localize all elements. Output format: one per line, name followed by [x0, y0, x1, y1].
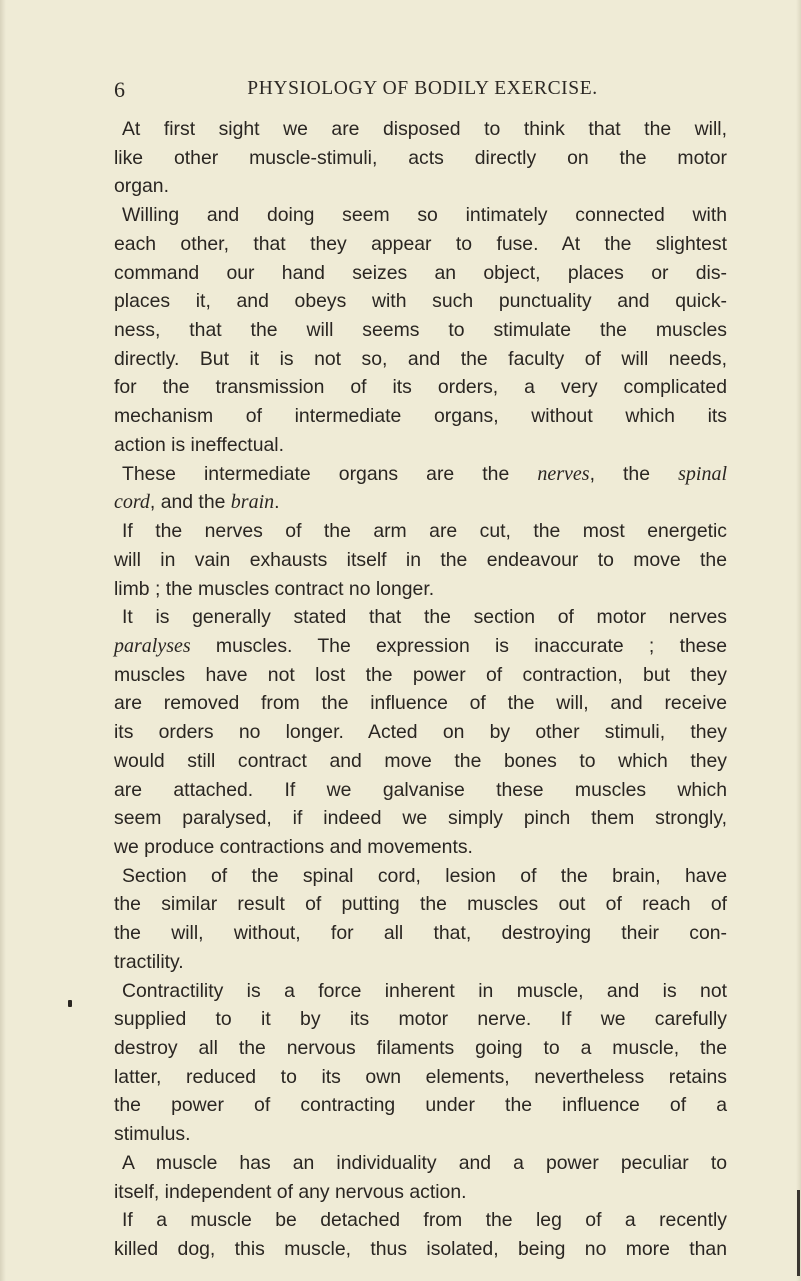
text-line: ness, that the will seems to stimulate the muscles — [114, 319, 727, 342]
text-line: will in vain exhausts itself in the endeavour to move the — [114, 548, 727, 571]
text-line: At first sight we are disposed to think that the will, — [122, 118, 727, 140]
text-line: organ. — [114, 175, 169, 198]
text-line: like other muscle-stimuli, acts directly on the motor — [114, 146, 727, 169]
text-line: seem paralysed, if indeed we simply pinch them strongly, — [114, 807, 727, 830]
term-spinal: spinal — [678, 462, 728, 485]
text-line: action is ineffectual. — [114, 433, 284, 456]
ink-mark — [68, 1000, 72, 1007]
page-edge-mark — [797, 1190, 800, 1276]
text-line: each other, that they appear to fuse. At the slightest — [114, 232, 727, 255]
text-segment: , and the — [149, 491, 226, 514]
text-line — [114, 632, 727, 661]
text-line: A muscle has an individuality and a power peculiar to — [122, 1151, 727, 1174]
text-line: the similar result of putting the muscles out of reach of — [114, 893, 727, 916]
text-line: Willing and doing seem so intimately connected with — [122, 204, 727, 227]
text-line: places it, and obeys with such punctuality and quick- — [114, 290, 727, 313]
text-segment: muscles. The expression is inaccurate ; these — [215, 634, 728, 657]
body-text — [114, 115, 727, 1264]
text-line: limb ; the muscles contract no longer. — [114, 577, 435, 600]
text-line: the will, without, for all that, destroying their con- — [114, 922, 727, 945]
text-line: its orders no longer. Acted on by other stimuli, they — [114, 721, 727, 744]
text-line: muscles have not lost the power of contraction, but they — [114, 663, 727, 686]
page-edge-right — [796, 0, 801, 1281]
text-line: Section of the spinal cord, lesion of the brain, have — [122, 864, 727, 887]
text-line: If the nerves of the arm are cut, the most energetic — [122, 520, 727, 543]
term-cord: cord — [114, 491, 150, 514]
term-paralyses: paralyses — [114, 634, 191, 657]
text-line: killed dog, this muscle, thus isolated, being no more than — [114, 1238, 727, 1261]
text-line: latter, reduced to its own elements, nevertheless retains — [114, 1065, 727, 1088]
term-nerves: nerves — [537, 462, 590, 485]
text-segment: . — [274, 491, 280, 514]
text-segment: These intermediate organs are the — [122, 462, 510, 485]
text-line: directly. But it is not so, and the faculty of will needs, — [114, 347, 727, 370]
text-line: are attached. If we galvanise these muscles which — [114, 778, 727, 801]
text-line: tractility. — [114, 950, 184, 973]
text-line: If a muscle be detached from the leg of a recently — [122, 1209, 727, 1232]
text-line: the power of contracting under the influence of a — [114, 1094, 727, 1117]
text-line: Contractility is a force inherent in muscle, and is not — [122, 979, 727, 1002]
text-line: would still contract and move the bones to which they — [114, 749, 727, 772]
text-line: supplied to it by its motor nerve. If we carefully — [114, 1008, 727, 1031]
text-line: It is generally stated that the section of motor nerves — [122, 606, 727, 629]
text-line: itself, independent of any nervous action. — [114, 1180, 467, 1203]
running-title: PHYSIOLOGY OF BODILY EXERCISE. — [247, 78, 598, 99]
text-line: are removed from the influence of the will, and receive — [114, 692, 727, 715]
page-edge-left — [0, 0, 6, 1281]
term-brain: brain — [230, 491, 275, 514]
text-line — [114, 488, 727, 517]
text-line: for the transmission of its orders, a very complicated — [114, 376, 727, 399]
page-number: 6 — [114, 77, 125, 102]
page-header — [0, 77, 801, 105]
text-segment: , the — [589, 462, 651, 485]
text-line: we produce contractions and movements. — [114, 835, 473, 858]
text-line: mechanism of intermediate organs, without which its — [114, 405, 727, 428]
text-line: destroy all the nervous filaments going to a muscle, the — [114, 1037, 727, 1059]
text-line: command our hand seizes an object, places or dis- — [114, 261, 727, 284]
text-line — [114, 460, 727, 489]
text-line: stimulus. — [114, 1123, 191, 1146]
